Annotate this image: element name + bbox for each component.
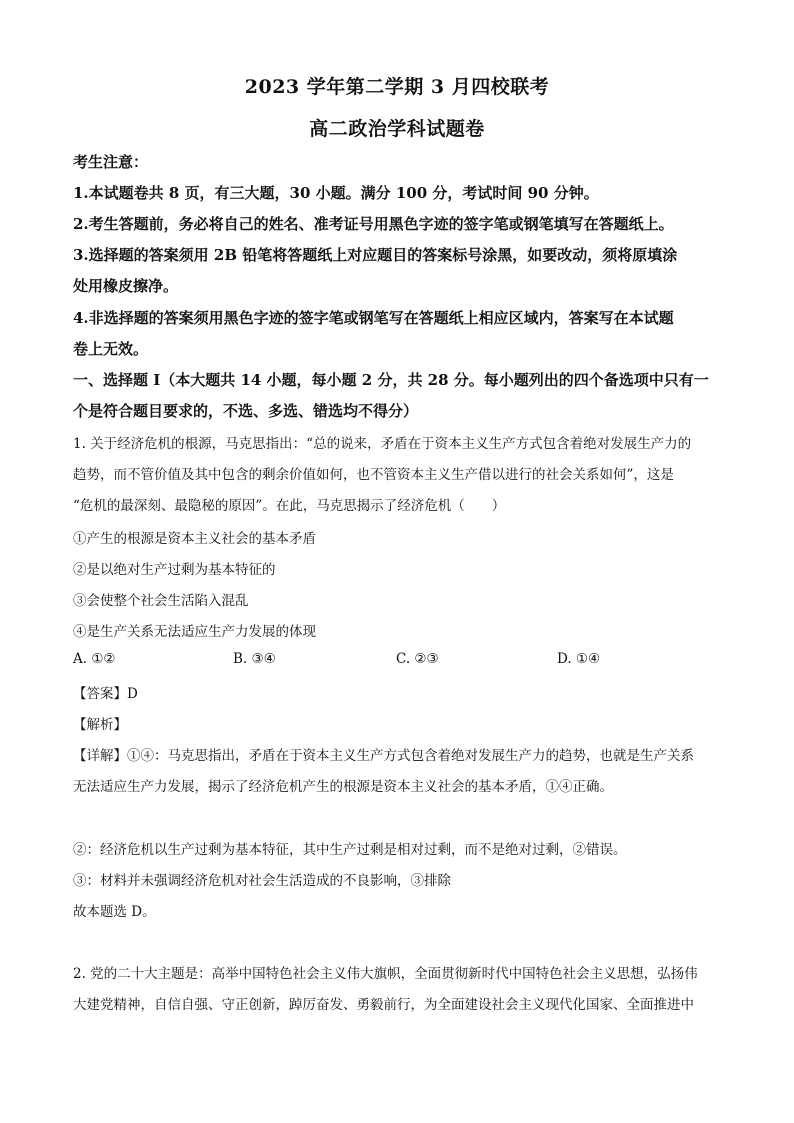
notice-item-1: 1.本试题卷共 8 页，有三大题，30 小题。满分 100 分，考试时间 90 分钟。	[73, 184, 599, 202]
q1-stem-cont-2: “危机的最深刻、最隐秘的原因”。在此，马克思揭示了经济危机（ ）	[73, 498, 506, 514]
q2-stem-cont: 大建党精神，自信自强、守正创新，踔厉奋发、勇毅前行，为全面建设社会主义现代化国家、全面推进中	[73, 997, 694, 1013]
q1-option-d: D. ①④	[557, 651, 601, 667]
q1-detail: 【详解】①④：马克思指出，矛盾在于资本主义生产方式包含着绝对发展生产力的趋势，也就是生产关系	[73, 748, 694, 764]
q1-detail-2: ②：经济危机以生产过剩为基本特征，其中生产过剩是相对过剩，而不是绝对过剩，②错误。	[73, 842, 627, 858]
notice-item-3-cont: 处用橡皮擦净。	[73, 277, 179, 295]
q1-stem: 1. 关于经济危机的根源，马克思指出：“总的说来，矛盾在于资本主义生产方式包含着绝对发展生产力的	[73, 436, 692, 452]
notice-item-2: 2.考生答题前，务必将自己的姓名、准考证号用黑色字迹的签字笔或钢笔填写在答题纸上。	[73, 215, 674, 233]
notice-item-4-cont: 卷上无效。	[73, 340, 149, 358]
exam-title: 2023 学年第二学期 3 月四校联考	[244, 76, 550, 98]
q1-detail-cont: 无法适应生产力发展，揭示了经济危机产生的根源是资本主义社会的基本矛盾，①④正确。	[73, 779, 613, 795]
q1-statement-2: ②是以绝对生产过剩为基本特征的	[73, 562, 276, 578]
section-heading: 一、选择题 I（本大题共 14 小题，每小题 2 分，共 28 分。每小题列出的四个备选项中只有一	[73, 371, 709, 389]
q1-stem-cont: 趋势，而不管价值及其中包含的剩余价值如何，也不管资本主义生产借以进行的社会关系如何”，这是	[73, 467, 674, 483]
q1-statement-3: ③会使整个社会生活陷入混乱	[73, 593, 249, 609]
exam-subtitle: 高二政治学科试题卷	[309, 118, 485, 140]
q1-statement-1: ①产生的根源是资本主义社会的基本矛盾	[73, 531, 316, 547]
q2-stem: 2. 党的二十大主题是：高举中国特色社会主义伟大旗帜，全面贯彻新时代中国特色社会主义思想，弘扬伟	[73, 966, 698, 982]
q1-answer: 【答案】D	[73, 686, 138, 702]
notice-item-4: 4.非选择题的答案须用黑色字迹的签字笔或钢笔写在答题纸上相应区域内，答案写在本试题	[73, 309, 674, 327]
notice-heading: 考生注意：	[73, 153, 149, 171]
q1-option-b: B. ③④	[233, 651, 276, 667]
q1-conclusion: 故本题选 D。	[73, 904, 156, 920]
q1-option-a: A. ①②	[73, 651, 116, 667]
q1-analysis-label: 【解析】	[73, 717, 127, 733]
q1-statement-4: ④是生产关系无法适应生产力发展的体现	[73, 624, 316, 640]
q1-option-c: C. ②③	[396, 651, 439, 667]
section-heading-cont: 个是符合题目要求的，不选、多选、错选均不得分）	[73, 402, 419, 420]
q1-detail-3: ③：材料并未强调经济危机对社会生活造成的不良影响，③排除	[73, 873, 451, 889]
notice-item-3: 3.选择题的答案须用 2B 铅笔将答题纸上对应题目的答案标号涂黑，如要改动，须将原填涂	[73, 246, 678, 264]
